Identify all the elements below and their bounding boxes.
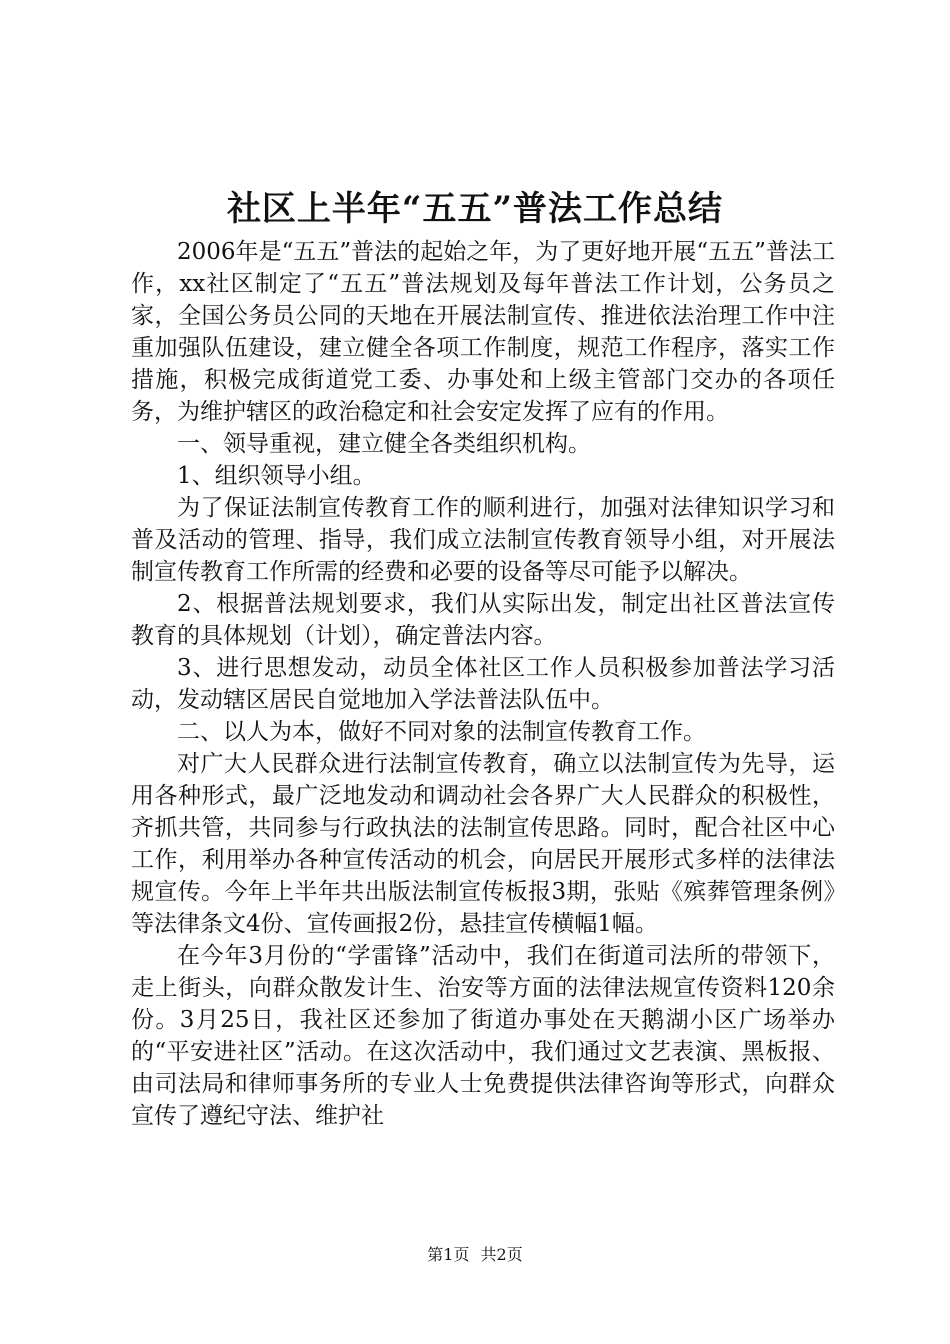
paragraph: 3、进行思想发动，动员全体社区工作人员积极参加普法学习活动，发动辖区居民自觉地加入学法普法队伍中。 [131,655,835,713]
paragraph: 对广大人民群众进行法制宣传教育，确立以法制宣传为先导，运用各种形式，最广泛地发动和调动社会各界广大人民群众的积极性，齐抓共管，共同参与行政执法的法制宣传思路。同时，配合社区中心工作，利用举办各种宣传活动的机会，向居民开展形式多样的法律法规宣传。今年上半年共出版法制宣传板报3期，张贴《殡葬管理条例》等法律条文4份、宣传画报2份，悬挂宣传横幅1幅。 [131,751,835,937]
page-number: 第1页 [427,1245,470,1264]
document-body [131,236,835,1132]
paragraph: 2、根据普法规划要求，我们从实际出发，制定出社区普法宣传教育的具体规划（计划），确定普法内容。 [131,591,835,649]
page-total: 共2页 [480,1245,523,1264]
section-heading: 二、以人为本，做好不同对象的法制宣传教育工作。 [177,719,706,745]
document-title: 社区上半年“五五”普法工作总结 [226,189,724,229]
paragraph: 2006年是“五五”普法的起始之年，为了更好地开展“五五”普法工作，xx社区制定了“五五”普法规划及每年普法工作计划，公务员之家，全国公务员公同的天地在开展法制宣传、推进依法治理工作中注重加强队伍建设，建立健全各项工作制度，规范工作程序，落实工作措施，积极完成街道党工委、办事处和上级主管部门交办的各项任务，为维护辖区的政治稳定和社会安定发挥了应有的作用。 [131,239,835,425]
page-footer [0,1244,950,1266]
subsection-heading: 1、组织领导小组。 [177,463,376,489]
paragraph: 为了保证法制宣传教育工作的顺利进行，加强对法律知识学习和普及活动的管理、指导，我们成立法制宣传教育领导小组，对开展法制宣传教育工作所需的经费和必要的设备等尽可能予以解决。 [131,495,835,585]
section-heading: 一、领导重视，建立健全各类组织机构。 [177,431,591,457]
paragraph: 在今年3月份的“学雷锋”活动中，我们在街道司法所的带领下，走上街头，向群众散发计生、治安等方面的法律法规宣传资料120余份。3月25日，我社区还参加了街道办事处在天鹅湖小区广场举办的“平安进社区”活动。在这次活动中，我们通过文艺表演、黑板报、由司法局和律师事务所的专业人士免费提供法律咨询等形式，向群众宣传了遵纪守法、维护社 [131,943,835,1129]
